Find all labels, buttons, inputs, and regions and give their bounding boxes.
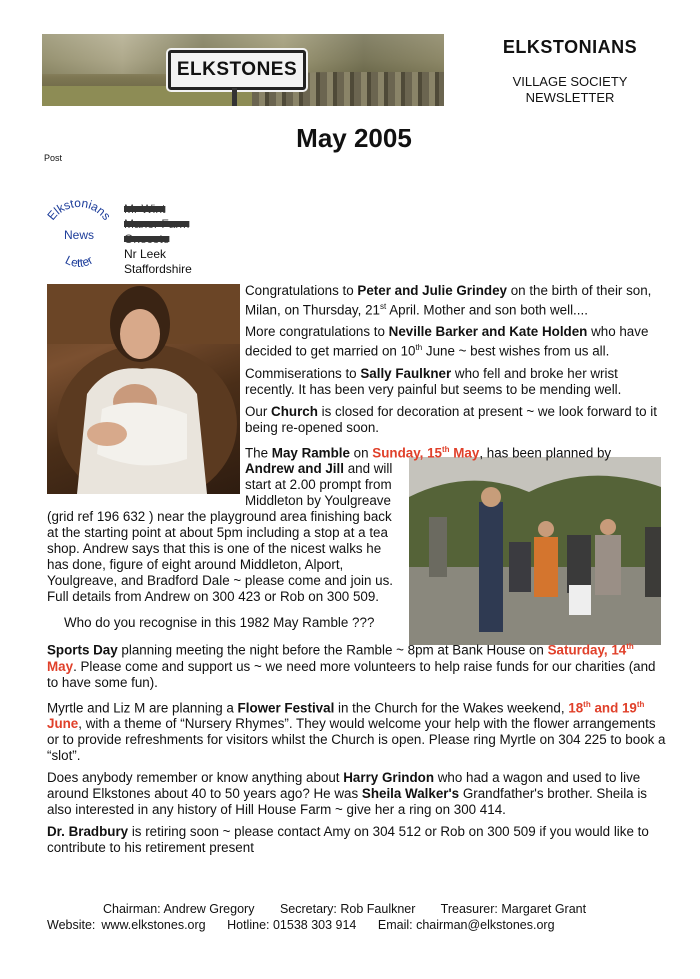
footer-email[interactable]: Email: chairman@elkstones.org xyxy=(377,918,555,932)
text: , has been planned by xyxy=(479,445,612,461)
address-town: Nr Leek xyxy=(124,247,167,261)
text: . Please come and support us ~ we need more volunteers to help raise funds for our charities (and to have some fun). xyxy=(47,658,656,690)
name-highlight: Sally Faulkner xyxy=(360,365,452,381)
item-faulkner-commiserations xyxy=(47,366,667,398)
name-highlight: Harry Grindon xyxy=(343,770,435,786)
footer-hotline: Hotline: 01538 303 914 xyxy=(227,918,357,932)
text: on xyxy=(349,445,373,461)
elkstonians-newsletter-logo xyxy=(40,196,118,274)
text: planning meeting the night before the Ramble ~ 8pm at Bank House on xyxy=(117,642,548,658)
date-highlight: 18 xyxy=(568,700,584,716)
event-highlight: Sports Day xyxy=(47,642,118,658)
ordinal-suffix: th xyxy=(583,699,591,709)
village-sign-text: ELKSTONES xyxy=(176,59,298,80)
subtitle-line-2: NEWSLETTER xyxy=(525,90,615,105)
footer-treasurer: Treasurer: Margaret Grant xyxy=(440,902,587,916)
address-redacted-street: Manor Farm xyxy=(124,217,190,231)
newsletter-title: ELKSTONIANS xyxy=(502,37,638,57)
text: who fell and broke her wrist recently. It has been very painful but seems to be mending well. xyxy=(245,365,622,397)
name-highlight: Neville Barker and Kate Holden xyxy=(388,324,588,340)
item-dr-bradbury xyxy=(47,824,667,856)
text: , with a theme of “Nursery Rhymes”. They would welcome your help with the flower arrangements or to provide refreshments for visitors whilst the Church is open. Please ring Myrtle on 304 225 to book a “slot”. xyxy=(47,716,666,764)
footer-chairman: Chairman: Andrew Gregory xyxy=(103,902,255,916)
item-photo-question xyxy=(47,615,404,631)
item-may-ramble-intro xyxy=(47,442,667,461)
event-highlight: Flower Festival xyxy=(237,700,335,716)
mailing-address xyxy=(124,202,192,277)
ordinal-suffix: th xyxy=(442,444,450,454)
text: Who do you recognise in this 1982 May Ramble ??? xyxy=(64,615,375,631)
text: Grandfather's brother. Sheila is also interested in any history of Hill House Farm ~ give her a ring on 300 414. xyxy=(47,786,648,818)
text: Does anybody remember or know anything about xyxy=(47,770,344,786)
ordinal-suffix: th xyxy=(415,343,423,353)
subtitle-line-1: VILLAGE SOCIETY xyxy=(512,74,628,89)
ordinal-suffix: th xyxy=(626,642,634,652)
footer-officers xyxy=(103,902,608,916)
address-county: Staffordshire xyxy=(124,262,192,276)
text: More congratulations to xyxy=(245,324,389,340)
date-highlight: Sunday, 15 xyxy=(372,445,442,461)
name-highlight: Peter and Julie Grindey xyxy=(357,283,507,298)
footer-contact xyxy=(47,918,573,932)
text: Myrtle and Liz M are planning a xyxy=(47,700,238,716)
issue-date: May 2005 xyxy=(296,123,412,153)
footer-secretary: Secretary: Rob Faulkner xyxy=(279,902,416,916)
address-redacted-village: Onecote xyxy=(124,232,170,246)
name-highlight: Church xyxy=(271,403,318,419)
newsletter-subtitle xyxy=(470,74,670,106)
item-barker-holden-engagement xyxy=(47,324,667,359)
text: in the Church for the Wakes weekend, xyxy=(334,700,569,716)
item-may-ramble-leaders xyxy=(47,461,411,509)
item-sports-day xyxy=(47,639,667,690)
footer-website-link[interactable]: www.elkstones.org xyxy=(101,918,206,932)
date-highlight: June xyxy=(47,716,79,732)
text: and will start at 2.00 prompt from Middleton by Youlgreave xyxy=(245,461,393,509)
text: on the birth of their son, Milan, on Thursday, 21 xyxy=(245,283,652,318)
item-grindey-birth xyxy=(47,283,667,318)
item-may-ramble-details xyxy=(47,509,402,605)
logo-text-bottom: Letter xyxy=(63,252,96,270)
text: Our xyxy=(245,403,272,419)
text: The xyxy=(245,445,272,461)
item-harry-grindon xyxy=(47,770,667,818)
item-flower-festival xyxy=(47,697,667,764)
text: June ~ best wishes from us all. xyxy=(422,343,610,359)
date-highlight: May xyxy=(47,658,74,674)
event-highlight: May Ramble xyxy=(271,445,350,461)
date-highlight: May xyxy=(449,445,480,461)
text: Commiserations to xyxy=(245,365,361,381)
date-highlight: Saturday, 14 xyxy=(547,642,627,658)
address-redacted-name: Mr Wint xyxy=(124,202,166,216)
text: April. Mother and son both well.... xyxy=(386,302,588,318)
name-highlight: Dr. Bradbury xyxy=(47,824,129,840)
village-sign-post xyxy=(232,88,237,106)
name-highlight: Andrew and Jill xyxy=(245,461,344,477)
ordinal-suffix: st xyxy=(379,302,387,311)
masthead-banner-photo xyxy=(42,34,444,106)
text: Congratulations to xyxy=(245,283,358,298)
logo-text-middle: News xyxy=(63,228,95,242)
village-sign xyxy=(168,50,306,90)
text: who have decided to get married on 10 xyxy=(245,324,649,359)
item-church-closed xyxy=(47,404,667,436)
date-highlight: and 19 xyxy=(590,700,637,716)
text: is closed for decoration at present ~ we look forward to it being re-opened soon. xyxy=(245,403,657,435)
ordinal-suffix: th xyxy=(636,699,645,709)
footer-website-label: Website: xyxy=(47,918,96,932)
text: who had a wagon and used to live around Elkstones about 40 to 50 years ago? He was xyxy=(47,770,641,802)
text: (grid ref 196 632 ) near the playground area finishing back at the starting point at about 5pm including a stop at a tea shop. Andrew says that this is one of the nicest walks he has done, figure of eight around Middleton, Alport, Youlgreave, and Bradford Dale ~ please come and join us. Full details from Andrew on 300 423 or Rob on 300 509. xyxy=(47,509,394,605)
newsletter-articles xyxy=(47,283,667,862)
text: is retiring soon ~ please contact Amy on 304 512 or Rob on 300 509 if you would like to contribute to his retirement present xyxy=(47,824,649,856)
logo-text-top: Elkstonians xyxy=(44,196,114,223)
name-highlight: Sheila Walker's xyxy=(361,786,460,802)
post-label: Post xyxy=(44,153,63,163)
